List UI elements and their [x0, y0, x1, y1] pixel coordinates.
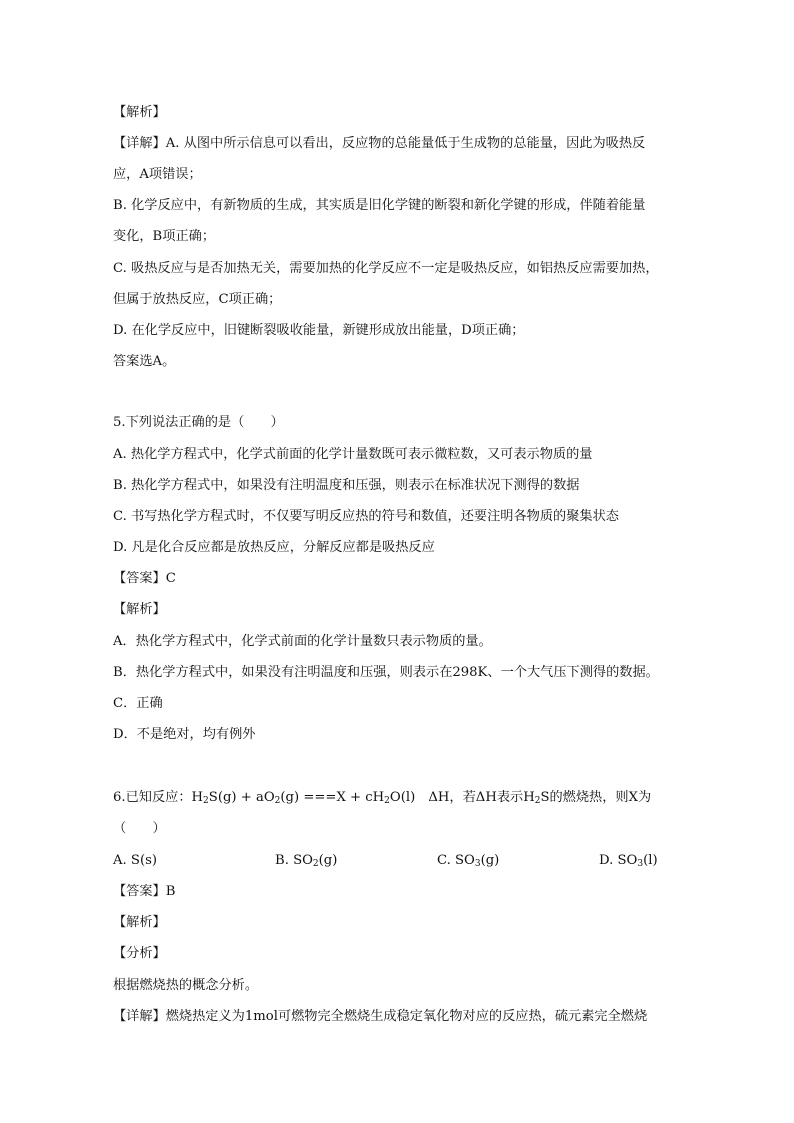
question-5-option-d: D. 凡是化合反应都是放热反应，分解反应都是吸热反应	[113, 540, 435, 555]
question-5-analysis-b: B．热化学方程式中，如果没有注明温度和压强，则表示在298K、一个大气压下测得的数据。	[113, 665, 659, 680]
question-5-stem: 5.下列说法正确的是（ ）	[113, 415, 284, 430]
question-6-paren: （ ）	[113, 821, 166, 836]
question-6-option-a: A. S(s)	[113, 853, 157, 868]
detail-line: B. 化学反应中，有新物质的生成，其实质是旧化学键的断裂和新化学键的形成，伴随着能量	[113, 198, 646, 213]
detail-line: C. 吸热反应与是否加热无关，需要加热的化学反应不一定是吸热反应，如铝热反应需要加热，	[113, 261, 659, 276]
detail-line: 应，A项错误；	[113, 167, 202, 182]
question-6-stem: 6.已知反应：$H_2S(g) + aO_2(g) ===X + cH_2O(l)$ ΔH，若ΔH表示$H_2S$的燃烧热，则X为	[113, 790, 652, 806]
question-5-analysis-d: D．不是绝对，均有例外	[113, 727, 256, 742]
question-6-fenxi-heading: 【分析】	[113, 946, 166, 961]
question-5-option-a: A. 热化学方程式中，化学式前面的化学计量数既可表示微粒数，又可表示物质的量	[113, 447, 593, 462]
detail-line: 【详解】A. 从图中所示信息可以看出，反应物的总能量低于生成物的总能量，因此为吸热反	[113, 136, 646, 151]
question-6-analysis-heading: 【解析】	[113, 915, 166, 930]
question-5-analysis-heading: 【解析】	[113, 602, 166, 617]
detail-line: 但属于放热反应，C项正确；	[113, 292, 282, 307]
answer-choice-line: 答案选A。	[113, 354, 176, 369]
question-6-detail: 【详解】燃烧热定义为1mol可燃物完全燃烧生成稳定氧化物对应的反应热，硫元素完全燃烧	[113, 1009, 648, 1024]
question-5-answer: 【答案】C	[113, 571, 176, 586]
question-5-analysis-c: C．正确	[113, 696, 163, 711]
question-6-basis: 根据燃烧热的概念分析。	[113, 978, 259, 993]
question-6-option-b: B. $SO_2(g)$	[275, 853, 338, 869]
detail-line: 变化，B项正确；	[113, 229, 216, 244]
question-6-option-c: C. $SO_3(g)$	[437, 853, 500, 869]
question-5-option-c: C. 书写热化学方程式时，不仅要写明反应热的符号和数值，还要注明各物质的聚集状态	[113, 509, 619, 524]
question-6-answer: 【答案】B	[113, 884, 176, 899]
detail-line: D. 在化学反应中，旧键断裂吸收能量，新键形成放出能量，D项正确；	[113, 323, 525, 338]
section-heading-analysis: 【解析】	[113, 105, 166, 120]
question-5-option-b: B. 热化学方程式中，如果没有注明温度和压强，则表示在标准状况下测得的数据	[113, 478, 580, 493]
question-5-analysis-a: A．热化学方程式中，化学式前面的化学计量数只表示物质的量。	[113, 634, 492, 649]
question-6-option-d: D. $SO_3(l)$	[599, 853, 658, 869]
